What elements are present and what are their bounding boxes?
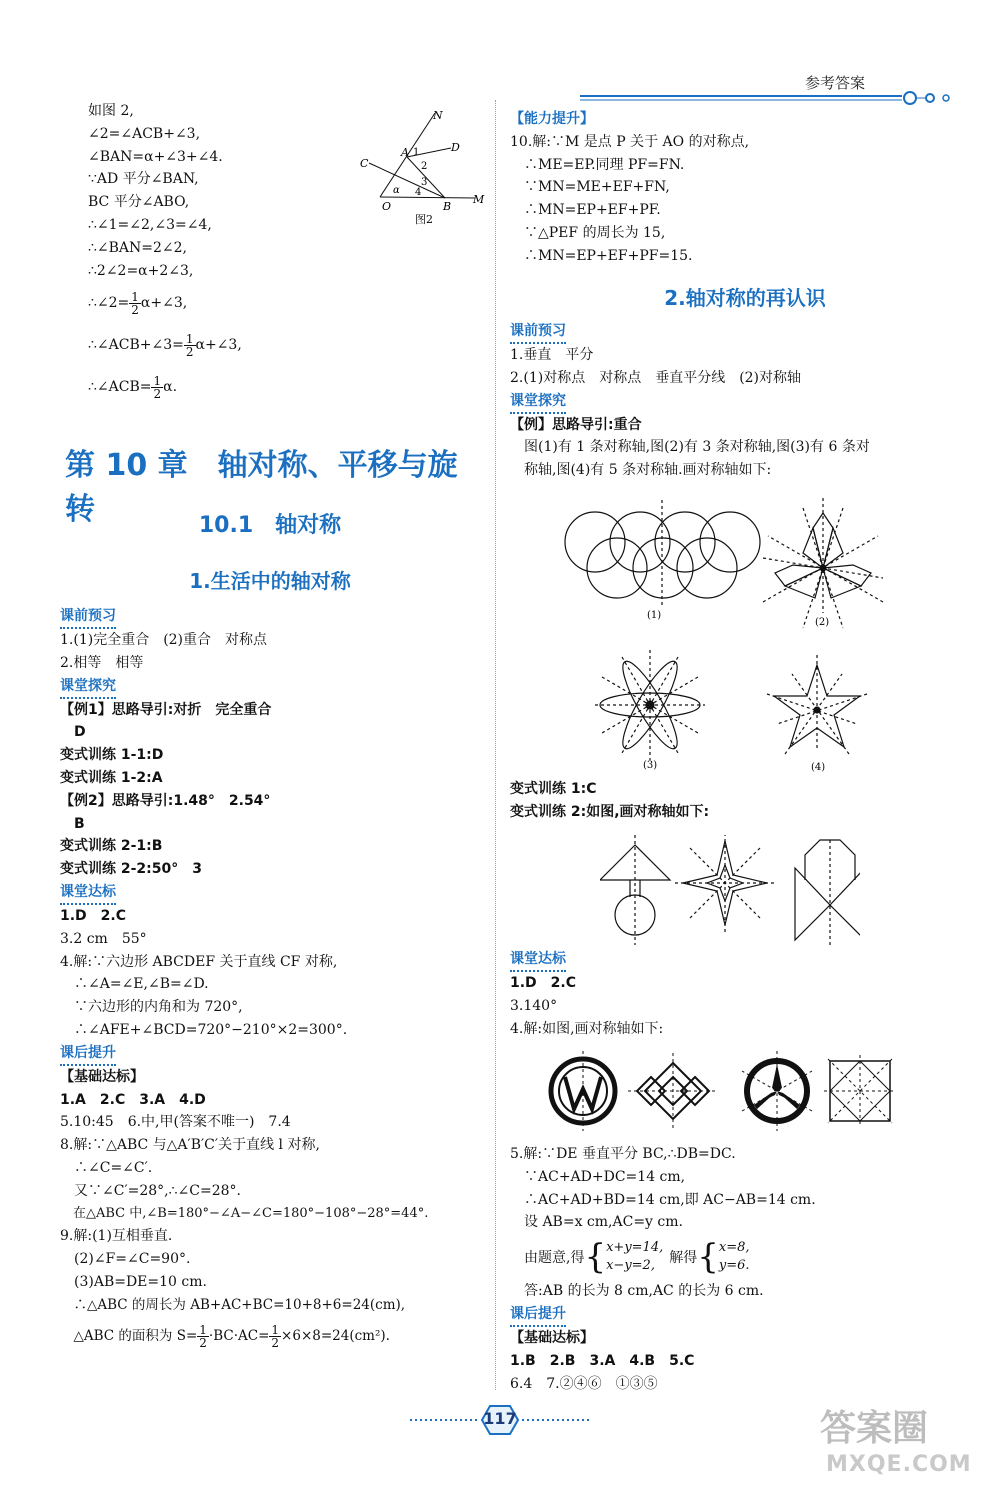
answer-line: ∵六边形的内角和为 720°,: [60, 999, 243, 1016]
svg-text:M: M: [473, 193, 485, 206]
proof-line: ∵AD 平分∠BAN,: [88, 171, 199, 188]
section-title: 10.1 轴对称: [198, 513, 342, 538]
answer-line: 2.相等 相等: [60, 654, 144, 671]
svg-text:(1): (1): [647, 610, 662, 621]
watermark-url: MXQE.COM: [826, 1452, 972, 1477]
svg-text:α: α: [393, 185, 400, 196]
label-class-explore: 课堂探究: [510, 390, 566, 414]
answer-line: 称轴,图(4)有 5 条对称轴.画对称轴如下:: [510, 462, 772, 479]
answer-line: ∵AC+AD+DC=14 cm,: [510, 1168, 686, 1185]
svg-text:(2): (2): [815, 617, 830, 628]
answer-line: 答:AB 的长为 8 cm,AC 的长为 6 cm.: [510, 1283, 764, 1300]
answer-line: 在△ABC 中,∠B=180°−∠A−∠C=180°−108°−28°=44°.: [60, 1205, 429, 1221]
answer-line: 变式训练 2:如图,画对称轴如下:: [510, 803, 710, 820]
column-divider: [495, 100, 496, 1390]
label-class-reach: 课堂达标: [510, 948, 566, 972]
knot-logo-figure: [628, 1053, 718, 1129]
svg-text:(4): (4): [811, 762, 826, 773]
label-basic: 【基础达标】: [60, 1068, 144, 1085]
answer-line: 1.D 2.C: [510, 975, 577, 991]
olympic-rings-figure: [565, 500, 760, 605]
answer-line: D: [60, 724, 86, 741]
fraction: $\frac{1}{2}$: [271, 1322, 280, 1350]
answer-line: 设 AB=x cm,AC=y cm.: [510, 1214, 683, 1231]
three-kite-figure: [763, 498, 883, 628]
figure-2: [355, 105, 495, 230]
label-class-explore: 课堂探究: [60, 675, 116, 699]
answer-line: (3)AB=DE=10 cm.: [60, 1273, 207, 1290]
chapter-title: 第 10 章 轴对称、平移与旋转: [65, 448, 458, 527]
fraction: $\frac{1}{2}$: [199, 1322, 207, 1350]
subsection-title-2: 2.轴对称的再认识: [664, 286, 826, 310]
answer-line: 9.解:(1)互相垂直.: [60, 1228, 173, 1245]
variant-figures: [600, 835, 860, 950]
answer-line: 【例2】思路导引:1.48° 2.54°: [60, 792, 271, 809]
answer-line: ∵△PEF 的周长为 15,: [510, 224, 666, 241]
example-figures: [555, 490, 935, 790]
label-after-class: 课后提升: [510, 1303, 566, 1327]
answer-line: ∴∠AFE+∠BCD=720°−210°×2=300°.: [60, 1021, 348, 1038]
label-after-class: 课后提升: [60, 1042, 116, 1066]
svg-text:B: B: [443, 200, 452, 213]
answer-line: ∵MN=ME+EF+FN,: [510, 179, 670, 196]
answer-line: 10.解:∵M 是点 P 关于 AO 的对称点,: [510, 133, 750, 150]
answer-line: 图(1)有 1 条对称轴,图(2)有 3 条对称轴,图(3)有 6 条对: [510, 439, 870, 456]
answer-line: 6.4 7.②④⑥ ①③⑤: [510, 1375, 658, 1392]
answer-line: 1.垂直 平分: [510, 347, 594, 363]
label-pre-study: 课前预习: [60, 605, 116, 629]
proof-line: 如图 2,: [88, 103, 134, 119]
label-class-reach: 课堂达标: [60, 881, 116, 905]
equation-system: 由题意,得 { x+y=14, x−y=2, 解得 { x=8, y=6.: [510, 1237, 750, 1278]
watermark-logo: 答案圈: [820, 1408, 929, 1449]
answer-line: 2.(1)对称点 对称点 垂直平分线 (2)对称轴: [510, 369, 802, 386]
answer-line: 1.B 2.B 3.A 4.B 5.C: [510, 1352, 695, 1369]
proof-line: ∴∠1=∠2,∠3=∠4,: [88, 216, 212, 233]
four-point-star-figure: [675, 835, 775, 933]
six-petal-figure: [595, 650, 705, 760]
left-answers: [60, 605, 490, 1355]
answer-line: 5.10:45 6.中,甲(答案不唯一) 7.4: [60, 1114, 291, 1131]
proof-line: ∴2∠2=α+2∠3,: [88, 262, 194, 279]
right-variants: [510, 778, 980, 824]
svg-text:4: 4: [415, 187, 422, 198]
bow-figure: [795, 840, 860, 945]
answer-line: 变式训练 1-2:A: [60, 769, 163, 786]
svg-text:O: O: [382, 200, 392, 213]
answer-line: △ABC 的面积为 S= $\frac{1}{2}$ ·BC·AC= $\frac{1}{2}$ ×6×8=24(cm²).: [60, 1322, 390, 1350]
answer-line: 变式训练 2-1:B: [60, 838, 163, 855]
logo-figures: [545, 1048, 895, 1138]
label-basic: 【基础达标】: [510, 1329, 594, 1346]
answer-line: 1.(1)完全重合 (2)重合 对称点: [60, 632, 268, 648]
answer-line: 又∵∠C′=28°,∴∠C=28°.: [60, 1182, 241, 1199]
right-answers-1: [510, 320, 980, 482]
proof-line: ∴∠ACB= $\frac{1}{2}$ α.: [88, 373, 178, 401]
proof-line: ∠2=∠ACB+∠3,: [88, 125, 201, 142]
answer-line: 1.D 2.C: [60, 907, 127, 924]
answer-line: ∴∠A=∠E,∠B=∠D.: [60, 976, 209, 993]
answer-line: 4.解:∵六边形 ABCDEF 关于直线 CF 对称,: [60, 953, 338, 970]
answer-line: 【例1】思路导引:对折 完全重合: [60, 701, 272, 718]
answer-line: 【例】思路导引:重合: [510, 416, 642, 433]
svg-text:(3): (3): [643, 760, 658, 771]
proof-line: ∠BAN=α+∠3+∠4.: [88, 148, 223, 165]
vw-logo-figure: [551, 1051, 615, 1131]
answer-line: 3.140°: [510, 997, 558, 1014]
fraction: $\frac{1}{2}$: [185, 331, 194, 359]
svg-text:C: C: [360, 157, 369, 170]
answer-line: 4.解:如图,画对称轴如下:: [510, 1020, 664, 1037]
label-ability: 【能力提升】: [510, 111, 594, 127]
proof-line: ∴∠ACB+∠3= $\frac{1}{2}$ α+∠3,: [88, 331, 242, 359]
answer-line: 5.解:∵DE 垂直平分 BC,∴DB=DC.: [510, 1146, 736, 1162]
header-title: 参考答案: [805, 74, 866, 92]
answer-line: (2)∠F=∠C=90°.: [60, 1251, 191, 1268]
page-number: 117: [483, 1409, 517, 1428]
svg-text:D: D: [451, 141, 460, 154]
answer-line: 1.A 2.C 3.A 4.D: [60, 1091, 206, 1108]
five-star-figure: [767, 655, 867, 754]
proof-line: ∴∠2= $\frac{1}{2}$ α+∠3,: [88, 289, 188, 317]
right-reach: [510, 948, 980, 1040]
fraction: $\frac{1}{2}$: [153, 373, 162, 401]
fraction: $\frac{1}{2}$: [131, 289, 139, 317]
answer-line: 3.2 cm 55°: [60, 930, 147, 947]
answer-line: 变式训练 1-1:D: [60, 747, 164, 764]
proof-line: ∴∠BAN=2∠2,: [88, 239, 188, 256]
answer-line: ∴MN=EP+EF+PF.: [510, 202, 661, 219]
answer-line: B: [60, 815, 85, 832]
answer-line: ∴AC+AD+BD=14 cm,即 AC−AB=14 cm.: [510, 1191, 816, 1208]
svg-text:A: A: [401, 146, 409, 159]
square-logo-figure: [824, 1055, 895, 1127]
answer-line: 变式训练 2-2:50° 3: [60, 861, 202, 878]
proof-line: BC 平分∠ABO,: [88, 194, 190, 211]
answer-line: ∴△ABC 的周长为 AB+AC+BC=10+8+6=24(cm),: [60, 1296, 406, 1313]
svg-text:N: N: [433, 109, 443, 122]
svg-text:1: 1: [413, 147, 420, 158]
svg-text:3: 3: [421, 177, 428, 188]
answer-line: 8.解:∵△ABC 与△A′B′C′关于直线 l 对称,: [60, 1137, 320, 1154]
subsection-title: 1.生活中的轴对称: [189, 569, 351, 593]
right-column-top: [510, 108, 980, 268]
answer-line: 变式训练 1:C: [510, 781, 597, 797]
label-pre-study: 课前预习: [510, 320, 566, 344]
svg-text:2: 2: [421, 161, 428, 172]
triangle-circle-figure: [600, 835, 670, 945]
answer-line: ∴MN=EP+EF+PF=15.: [510, 247, 693, 264]
svg-text:图2: 图2: [415, 213, 433, 226]
answer-line: ∴∠C=∠C′.: [60, 1159, 153, 1176]
header-decoration: [580, 88, 970, 108]
right-q5: [510, 1143, 990, 1395]
mercedes-logo-figure: [742, 1051, 812, 1131]
answer-line: ∴ME=EP.同理 PF=FN.: [510, 156, 685, 173]
